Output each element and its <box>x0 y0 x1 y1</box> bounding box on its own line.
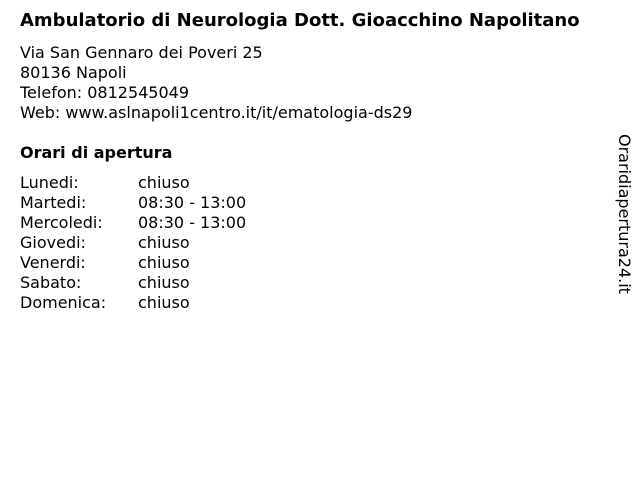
day-label: Domenica: <box>20 293 107 312</box>
day-label: Mercoledi: <box>20 213 103 232</box>
address-block <box>20 43 610 123</box>
hours-row-tuesday <box>20 193 610 213</box>
day-hours: chiuso <box>138 273 190 292</box>
day-hours: 08:30 - 13:00 <box>138 193 247 212</box>
day-hours: chiuso <box>138 293 190 312</box>
site-watermark: Oraridiapertura24.it <box>615 134 634 294</box>
website-link: Web: www.aslnapoli1centro.it/it/ematologia-ds29 <box>20 103 413 122</box>
street-address: Via San Gennaro dei Poveri 25 <box>20 43 263 62</box>
day-label: Martedi: <box>20 193 87 212</box>
page-title: Ambulatorio di Neurologia Dott. Gioacchino Napolitano <box>20 10 580 31</box>
opening-hours-table <box>20 173 610 313</box>
hours-row-monday <box>20 173 610 193</box>
day-label: Lunedi: <box>20 173 79 192</box>
hours-row-saturday <box>20 273 610 293</box>
day-label: Sabato: <box>20 273 82 292</box>
hours-row-sunday <box>20 293 610 313</box>
hours-heading: Orari di apertura <box>20 143 173 162</box>
day-label: Venerdi: <box>20 253 86 272</box>
hours-row-wednesday <box>20 213 610 233</box>
day-label: Giovedi: <box>20 233 86 252</box>
phone-number: Telefon: 0812545049 <box>20 83 190 102</box>
city-postcode: 80136 Napoli <box>20 63 127 82</box>
day-hours: chiuso <box>138 173 190 192</box>
day-hours: chiuso <box>138 233 190 252</box>
business-card <box>20 10 610 313</box>
hours-row-thursday <box>20 233 610 253</box>
day-hours: chiuso <box>138 253 190 272</box>
hours-row-friday <box>20 253 610 273</box>
day-hours: 08:30 - 13:00 <box>138 213 247 232</box>
